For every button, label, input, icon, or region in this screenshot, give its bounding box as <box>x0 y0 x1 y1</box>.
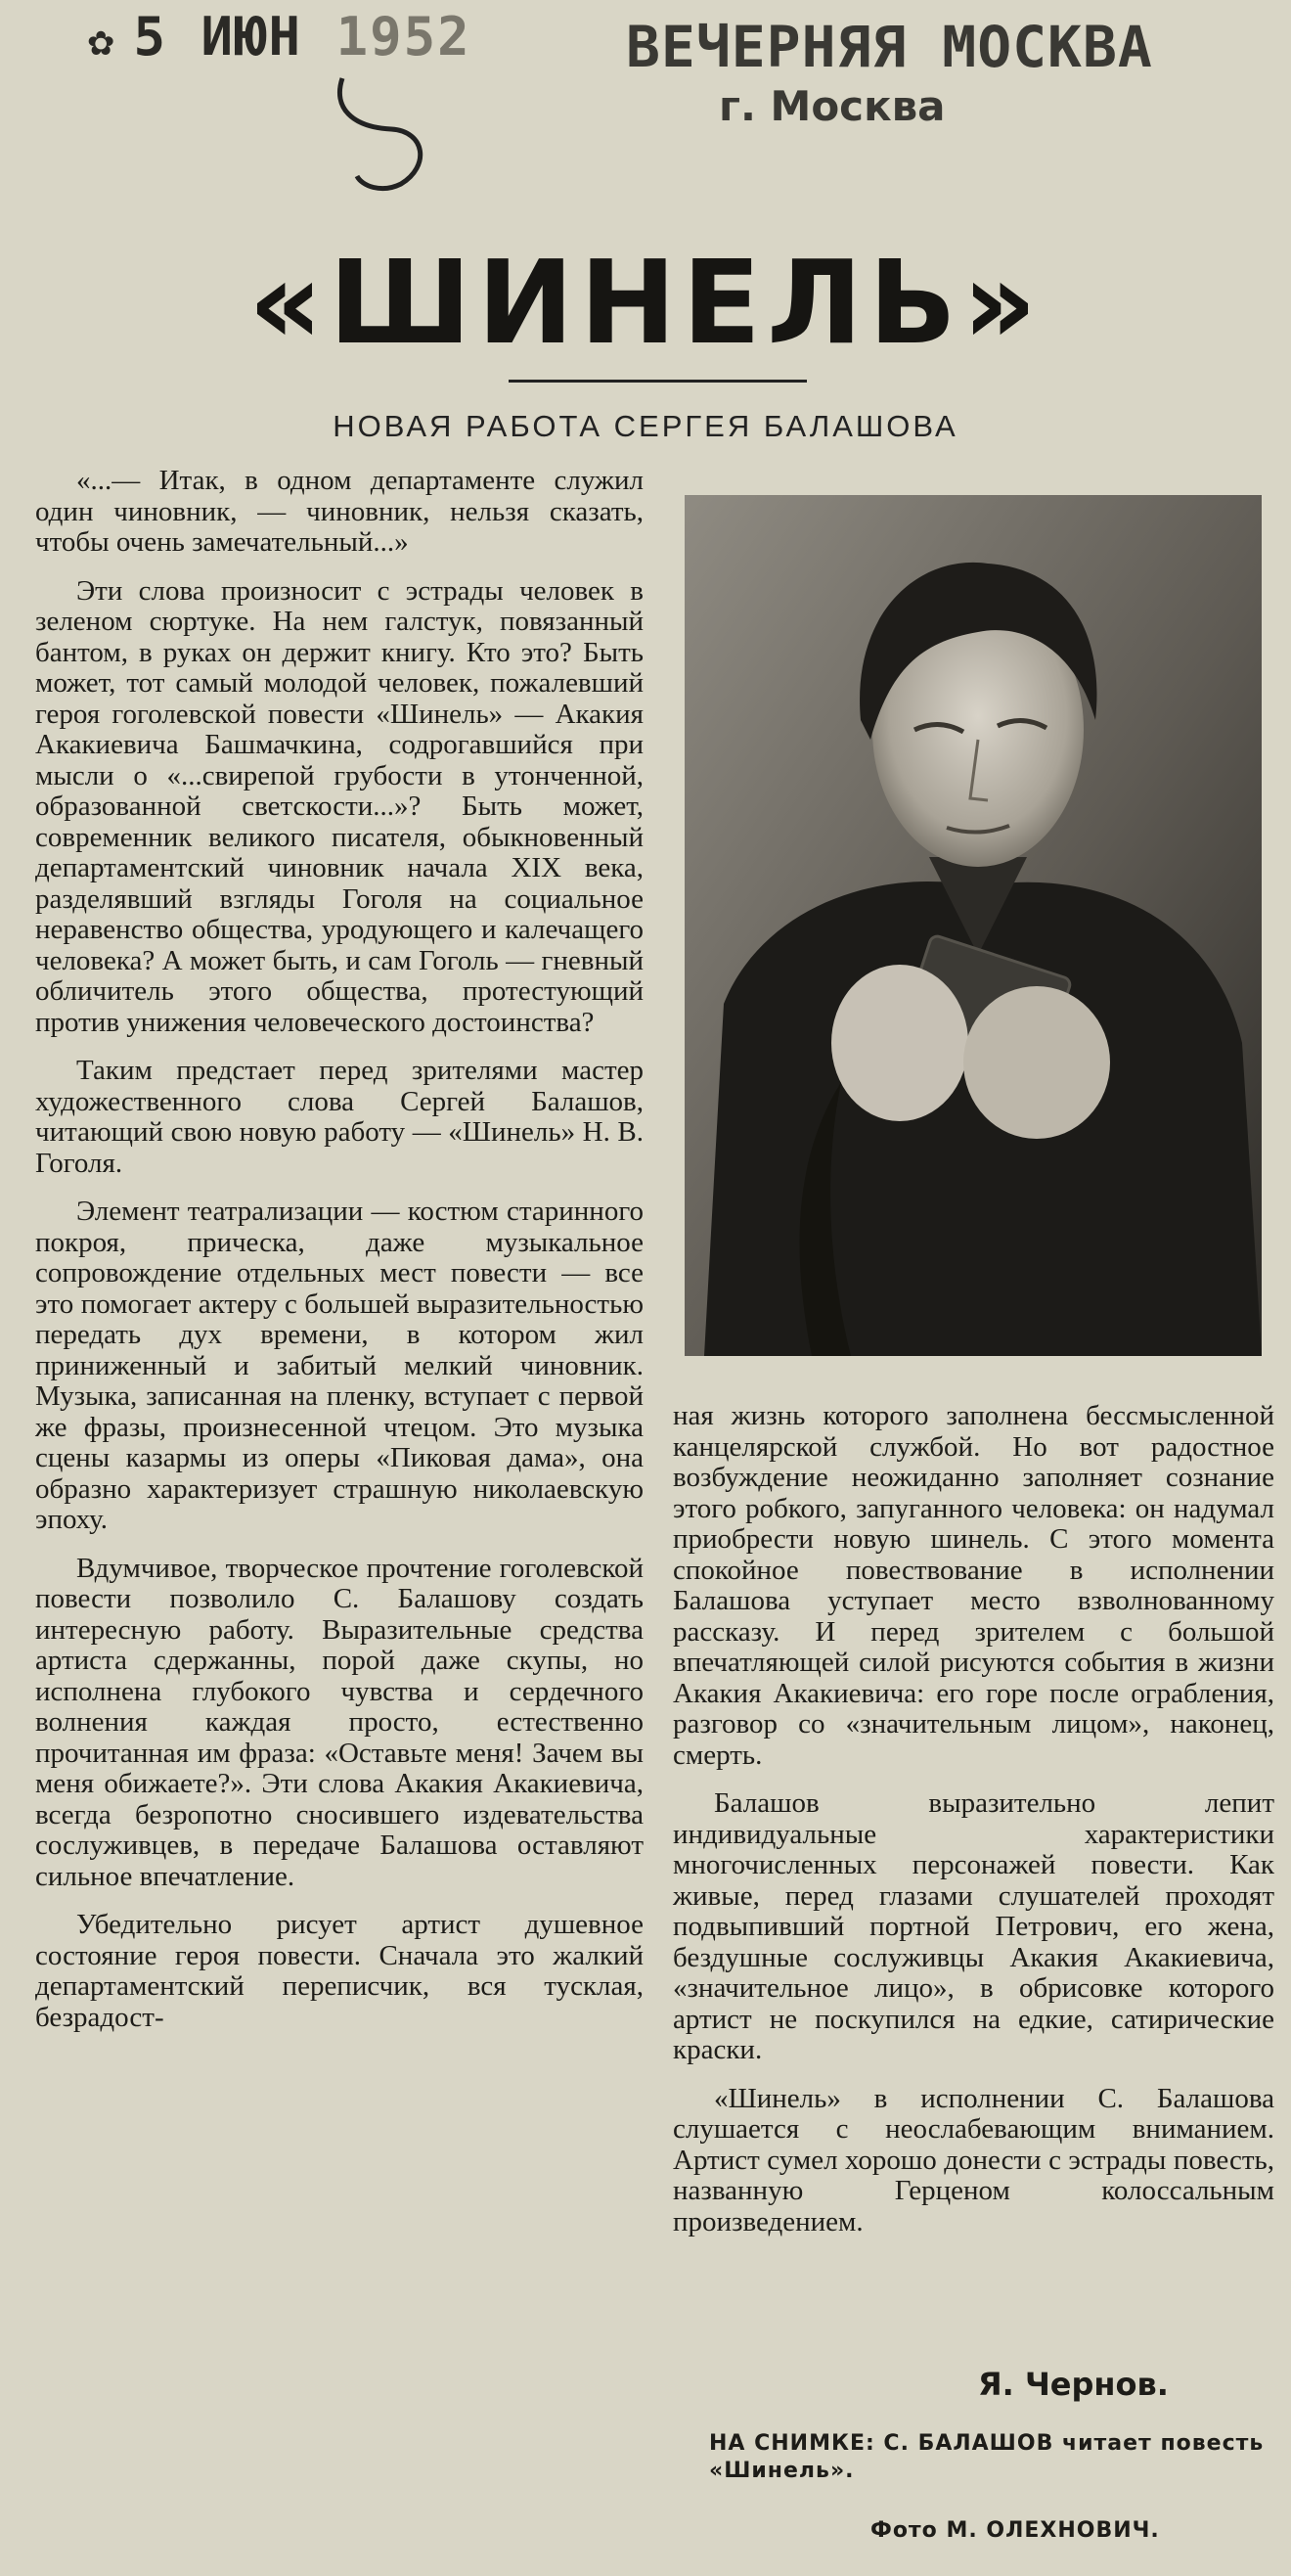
handwritten-mark <box>333 68 450 196</box>
paragraph-right-2: Балашов выразительно лепит индивидуальные характеристики многочисленных персонажей повести. Как живые, перед глазами слушателей проходят подвыпивший портной Петрович, его жена, бездушные сослуживцы Акакия Акакиевича, «значительное лицо», в обрисовке которого артист не поскупился на едкие, сатирические краски. <box>673 1787 1274 2065</box>
paragraph-left-1: «...— Итак, в одном департаменте служил один чиновник, — чиновник, нельзя сказать, чтобы очень замечательный...» <box>35 465 644 558</box>
paragraph-right-3: «Шинель» в исполнении С. Балашова слушается с неослабевающим вниманием. Артист сумел хорошо донести с эстрады повесть, названную Герценом колоссальным произведением. <box>673 2082 1274 2237</box>
article-column-right <box>673 1401 1274 2237</box>
paragraph-left-6: Убедительно рисует артист душевное состояние героя повести. Сначала это жалкий департаментский переписчик, вся тусклая, безрадост- <box>35 1909 644 2033</box>
date-stamp-year: 1952 <box>335 6 471 68</box>
author-signature: Я. Чернов. <box>978 2366 1169 2403</box>
article-title: «ШИНЕЛЬ» <box>247 235 1044 370</box>
article-column-left <box>35 466 644 2033</box>
newspaper-name-stamp: ВЕЧЕРНЯЯ МОСКВА <box>626 14 1153 80</box>
city-stamp: г. Москва <box>719 82 946 130</box>
star-icon: ✿ <box>88 16 116 66</box>
paragraph-left-5: Вдумчивое, творческое прочтение гоголевской повести позволило С. Балашову создать интересную работу. Выразительные средства артиста сдержанны, порой даже скупы, но исполнена глубокого чувства и сердечного волнения каждая просто, естественно прочитанная им фраза: «Оставьте меня! Зачем вы меня обижаете?». Эти слова Акакия Акакиевича, всегда безропотно сносившего издевательства сослуживцев, в передаче Балашова оставляют сильное впечатление. <box>35 1552 644 1892</box>
paragraph-left-4: Элемент театрализации — костюм старинного покроя, прическа, даже музыкальное сопровождение отдельных мест повести — все это помогает актеру с большей выразительностью передать дух времени, в котором жил приниженный и забитый мелкий чиновник. Музыка, записанная на пленку, вступает с первой же фразы, произнесенной чтецом. Это музыка сцены казармы из оперы «Пиковая дама», она образно характеризует страшную николаевскую эпоху. <box>35 1196 644 1535</box>
portrait-photo <box>685 495 1262 1356</box>
photo-caption-text: НА СНИМКЕ: С. БАЛАШОВ читает повесть «Шинель». <box>709 2431 1265 2483</box>
portrait-photo-image <box>685 495 1262 1356</box>
paragraph-right-1: ная жизнь которого заполнена бессмысленной канцелярской службой. Но вот радостное возбуждение неожиданно заполняет сознание этого робкого, запуганного человека: он надумал приобрести новую шинель. С этого момента спокойное повествование в исполнении Балашова уступает место взволнованному рассказу. И перед зрителем с большой впечатляющей силой рисуются события в жизни Акакия Акакиевича: его горе после ограбления, разговор со «значительным лицом», наконец, смерть. <box>673 1400 1274 1771</box>
article-subtitle: НОВАЯ РАБОТА СЕРГЕЯ БАЛАШОВА <box>333 409 958 443</box>
paragraph-left-3: Таким предстает перед зрителями мастер художественного слова Сергей Балашов, читающий свою новую работу — «Шинель» Н. В. Гоголя. <box>35 1055 644 1179</box>
title-divider <box>509 380 807 383</box>
photo-caption <box>709 2430 1276 2485</box>
paragraph-left-2: Эти слова произносит с эстрады человек в зеленом сюртуке. На нем галстук, повязанный бантом, в руках он держит книгу. Кто это? Быть может, тот самый молодой человек, пожалевший героя гоголевской повести «Шинель» — Акакия Акакиевича Башмачкина, содрогавшийся при мысли о «...свирепой грубости в утонченной, образованной светскости...»? Быть может, современник великого писателя, обыкновенный департаментский чиновник начала XIX века, разделявший взгляды Гоголя на социальное неравенство общества, уродующего и калечащего человека? А может быть, и сам Гоголь — гневный обличитель этого общества, протестующий против унижения человеческого достоинства? <box>35 574 644 1038</box>
photo-credit: Фото М. ОЛЕХНОВИЧ. <box>870 2518 1160 2543</box>
date-stamp <box>88 6 471 68</box>
date-stamp-day: 5 ИЮН <box>133 6 303 68</box>
